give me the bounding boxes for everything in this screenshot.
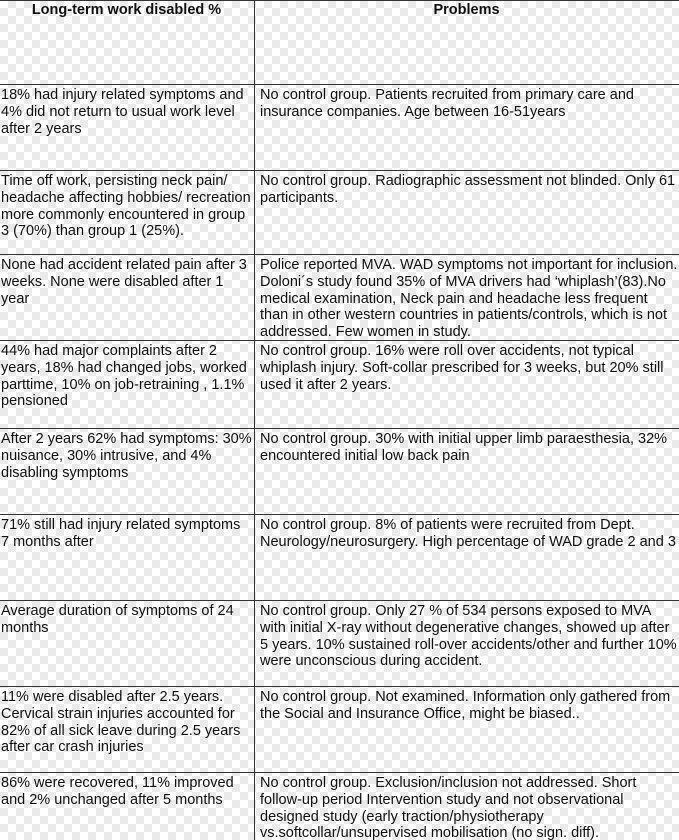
disabled-cell: None had accident related pain after 3 weeks. None were disabled after 1 year [1, 257, 247, 307]
problems-cell: No control group. Not examined. Information only gathered from the Social and Insurance Office, might be biased.. [254, 687, 679, 772]
problems-cell: No control group. 16% were roll over accidents, not typical whiplash injury. Soft-collar prescribed for 3 weeks, but 20% still used it after 2 years. [254, 341, 679, 428]
problems-cell: No control group. 30% with initial upper limb paraesthesia, 32% encountered initial low back pain [254, 429, 679, 514]
disabled-cell: Average duration of symptoms of 24 months [1, 603, 234, 636]
problems-cell: No control group. Patients recruited from primary care and insurance companies. Age between 16-51years [254, 85, 679, 170]
disabled-cell: 44% had major complaints after 2 years, 18% had changed jobs, worked parttime, 10% on job-retraining , 1.1% pensioned [1, 343, 247, 410]
table-row [0, 773, 679, 840]
table-row [0, 341, 679, 429]
disabled-cell: Time off work, persisting neck pain/ headache affecting hobbies/ recreation more commonly encountered in group 3 (70%) than group 1 (25%). [1, 173, 251, 240]
problems-cell: No control group. Only 27 % of 534 persons exposed to MVA with initial X-ray without degenerative changes, showed up after 5 years. 10% sustained roll-over accidents/other and further 10% were unconscious during accident. [254, 601, 679, 686]
table-row [0, 687, 679, 773]
header-long-term-work-disabled: Long-term work disabled % [31, 2, 222, 18]
problems-cell: No control group. Exclusion/inclusion not addressed. Short follow-up period Intervention study and not observational designed study (early traction/physiotherapy vs.softcollar/unsupervised mobilisation (no sign. diff). [254, 773, 679, 840]
table-row [0, 515, 679, 601]
disabled-cell: 86% were recovered, 11% improved and 2% unchanged after 5 months [1, 775, 234, 808]
header-problems: Problems [254, 1, 679, 84]
disabled-cell: 11% were disabled after 2.5 years. Cervical strain injuries accounted for 82% of all sick leave during 2.5 years after car crash injuries [1, 689, 241, 756]
problems-cell: Police reported MVA. WAD symptoms not important for inclusion. Doloni´s study found 35% of MVA drivers had ‘whiplash’(83).No medical examination, Neck pain and headache less frequent than in other western countries in patients/controls, which is not addressed. Few women in study. [254, 255, 679, 340]
problems-cell: No control group. 8% of patients were recruited from Dept. Neurology/neurosurgery. High percentage of WAD grade 2 and 3 [254, 515, 679, 600]
table-row [0, 85, 679, 171]
problems-cell: No control group. Radiographic assessment not blinded. Only 61 participants. [254, 171, 679, 254]
disabled-cell: 71% still had injury related symptoms 7 months after [1, 517, 241, 550]
table-row [0, 601, 679, 687]
table-row [0, 255, 679, 341]
disabled-cell: 18% had injury related symptoms and 4% did not return to usual work level after 2 years [1, 87, 244, 137]
table-row [0, 171, 679, 255]
table-header-row [0, 1, 679, 85]
table-row [0, 429, 679, 515]
disabled-cell: After 2 years 62% had symptoms: 30% nuisance, 30% intrusive, and 4% disabling symptoms [1, 431, 252, 481]
